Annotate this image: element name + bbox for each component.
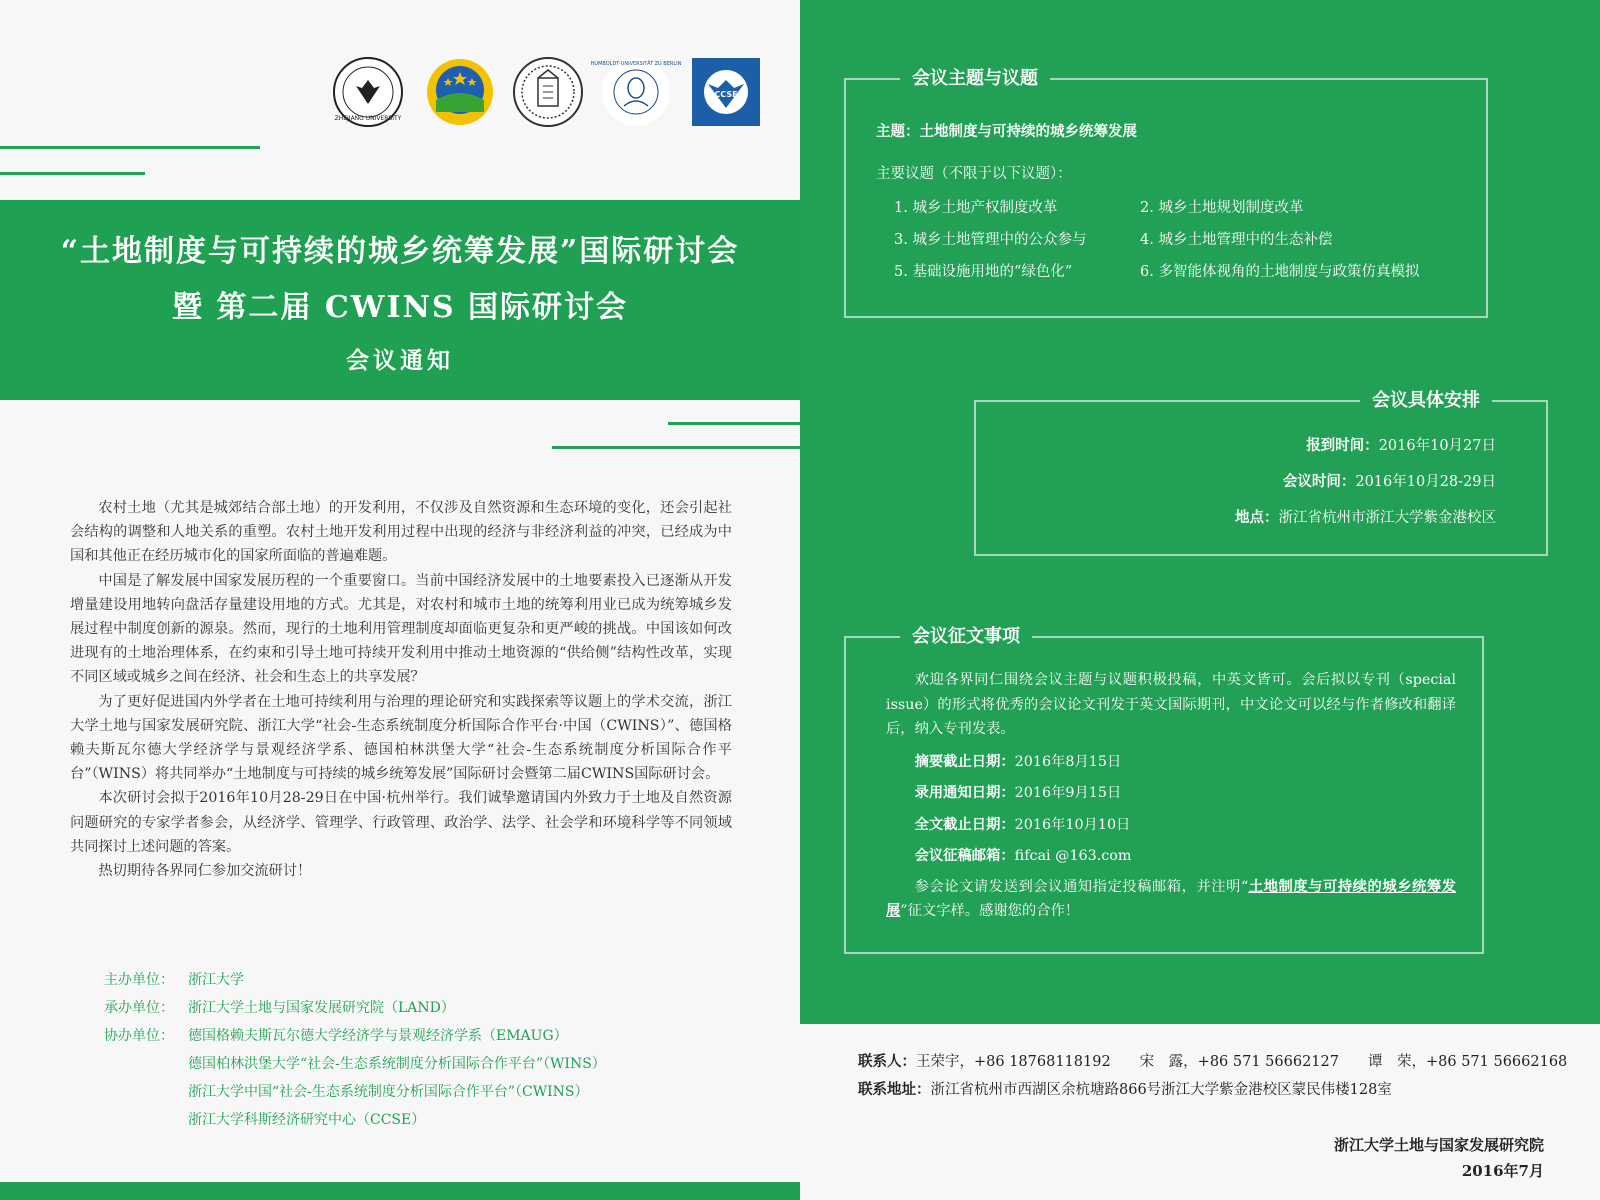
signature-org: 浙江大学土地与国家发展研究院 bbox=[1333, 1136, 1544, 1154]
theme-line bbox=[876, 120, 1137, 141]
topic-item: 1. 城乡土地产权制度改革 bbox=[894, 200, 1058, 216]
co-organizer-value: 浙江大学科斯经济研究中心（CCSE） bbox=[188, 1112, 426, 1128]
papers-note bbox=[886, 875, 1456, 924]
themes-box-title: 会议主题与议题 bbox=[900, 66, 1050, 92]
decorative-line bbox=[668, 422, 800, 425]
contact-address-row bbox=[858, 1076, 1578, 1104]
organizer-label: 承办单位： bbox=[104, 1000, 174, 1016]
decorative-line bbox=[0, 146, 260, 149]
topic-item: 6. 多智能体视角的土地制度与政策仿真模拟 bbox=[1140, 264, 1420, 280]
topic-item: 3. 城乡土地管理中的公众参与 bbox=[894, 232, 1087, 248]
schedule-box-title: 会议具体安排 bbox=[1360, 388, 1492, 414]
co-organizer-row bbox=[104, 1078, 744, 1106]
right-panel bbox=[800, 0, 1600, 1024]
topic-item: 2. 城乡土地规划制度改革 bbox=[1140, 200, 1304, 216]
schedule-box bbox=[974, 390, 1548, 556]
humboldt-university-logo bbox=[590, 56, 682, 128]
conference-subtitle: 暨 第二届 CWINS 国际研讨会 bbox=[171, 290, 629, 325]
co-organizer-row bbox=[104, 1106, 744, 1134]
intro-paragraph: 中国是了解发展中国家发展历程的一个重要窗口。当前中国经济发展中的土地要素投入已逐渐从开发增量建设用地转向盘活存量建设用地的方式。尤其是，对农村和城市土地的统筹利用业已成为统筹城乡发展过程中制度创新的源泉。然而，现行的土地利用管理制度却面临更复杂和更严峻的挑战。中国该如何改进现有的土地治理体系，在约束和引导土地可持续开发利用中推动土地资源的“供给侧”结构性改革，实现不同区域或城乡之间在经济、社会和生态上的共享发展？ bbox=[70, 572, 732, 686]
co-organizer-value: 德国格赖夫斯瓦尔德大学经济学与景观经济学系（EMAUG） bbox=[188, 1028, 568, 1044]
notice-heading: 会议通知 bbox=[346, 347, 454, 374]
co-organizer-label: 协办单位： bbox=[104, 1028, 174, 1044]
theme-value: 土地制度与可持续的城乡统筹发展 bbox=[919, 123, 1137, 140]
papers-box-title: 会议征文事项 bbox=[900, 624, 1032, 650]
contact-people: 王荣宇，+86 18768118192 宋 露，+86 571 56662127 谭 荣，+86 571 56662168 bbox=[916, 1054, 1568, 1070]
intro-paragraph: 本次研讨会拟于2016年10月28-29日在中国·杭州举行。我们诚挚邀请国内外致力于土地及自然资源问题研究的专家学者参会，从经济学、管理学、行政管理、政治学、法学、社会学和环境科学等不同领域共同探讨上述问题的答案。 bbox=[70, 790, 732, 855]
fullpaper-deadline bbox=[915, 813, 1456, 838]
venue-value: 浙江省杭州市浙江大学紫金港校区 bbox=[1278, 510, 1496, 526]
accept-value: 2016年9月15日 bbox=[1014, 785, 1122, 801]
intro-paragraph: 热切期待各界同仁参加交流研讨！ bbox=[98, 863, 312, 880]
conference-title: “土地制度与可持续的城乡统筹发展”国际研讨会 bbox=[60, 234, 740, 269]
theme-label: 主题： bbox=[876, 123, 920, 140]
zju-logo-text: ZHEJIANG UNIVERSITY bbox=[334, 115, 402, 122]
meeting-value: 2016年10月28-29日 bbox=[1355, 474, 1496, 490]
contact-info bbox=[858, 1048, 1578, 1104]
land-emblem-logo bbox=[424, 56, 496, 128]
email-label: 会议征稿邮箱： bbox=[914, 848, 1015, 864]
host-value: 浙江大学 bbox=[188, 972, 244, 988]
bottom-bar bbox=[0, 1182, 800, 1200]
ccse-logo-text: CCSE bbox=[714, 90, 738, 99]
signature bbox=[1334, 1132, 1544, 1184]
co-organizer-value: 德国柏林洪堡大学“社会-生态系统制度分析国际合作平台”（WINS） bbox=[188, 1056, 606, 1072]
papers-intro: 欢迎各界同仁围绕会议主题与议题积极投稿，中英文皆可。会后拟以专刊（special issue）的形式将优秀的会议论文刊发于英文国际期刊，中文论文可以经与作者修改和翻译后，纳入专刊发表。 bbox=[886, 672, 1456, 737]
call-for-papers-box bbox=[844, 626, 1484, 954]
submission-email bbox=[915, 844, 1456, 869]
co-organizer-row bbox=[104, 1022, 744, 1050]
contact-people-row bbox=[858, 1048, 1578, 1076]
zhejiang-university-logo bbox=[332, 56, 404, 128]
acceptance-date bbox=[915, 781, 1456, 806]
contact-label: 联系人： bbox=[858, 1053, 916, 1070]
intro-paragraph: 为了更好促进国内外学者在土地可持续利用与治理的理论研究和实践探索等议题上的学术交流，浙江大学土地与国家发展研究院、浙江大学“社会-生态系统制度分析国际合作平台·中国（CWINS）”、德国格赖夫斯瓦尔德大学经济学与景观经济学系、德国柏林洪堡大学“社会-生态系统制度分析国际合作平台”（WINS）将共同举办“土地制度与可持续的城乡统筹发展”国际研讨会暨第二届CWINS国际研讨会。 bbox=[70, 693, 732, 783]
meeting-line bbox=[1283, 470, 1496, 491]
themes-box bbox=[844, 68, 1488, 318]
topic-item: 5. 基础设施用地的“绿色化” bbox=[894, 264, 1073, 280]
full-value: 2016年10月10日 bbox=[1014, 816, 1131, 833]
co-organizer-value: 浙江大学中国“社会-生态系统制度分析国际合作平台”（CWINS） bbox=[188, 1084, 589, 1100]
intro-text bbox=[70, 496, 732, 883]
venue-line bbox=[1235, 506, 1496, 527]
note-suffix: ”征文字样。感谢您的合作！ bbox=[900, 903, 1080, 919]
humboldt-logo-text: HUMBOLDT-UNIVERSITÄT ZU BERLIN bbox=[590, 61, 682, 67]
organizer-row bbox=[104, 994, 744, 1022]
topic-item: 4. 城乡土地管理中的生态补偿 bbox=[1140, 232, 1333, 248]
host-label: 主办单位： bbox=[104, 972, 174, 988]
accept-label: 录用通知日期： bbox=[914, 785, 1015, 801]
meeting-label: 会议时间： bbox=[1282, 473, 1356, 490]
abstract-value: 2016年8月15日 bbox=[1014, 753, 1122, 770]
register-value: 2016年10月27日 bbox=[1378, 438, 1496, 454]
note-prefix: 参会论文请发送到会议通知指定投稿邮箱，并注明“ bbox=[914, 878, 1249, 895]
note-title: 土地制度与可持续的城乡统筹发展 bbox=[886, 878, 1456, 919]
title-banner bbox=[0, 200, 800, 400]
intro-paragraph: 农村土地（尤其是城郊结合部土地）的开发利用，不仅涉及自然资源和生态环境的变化，还会引起社会结构的调整和人地关系的重塑。农村土地开发利用过程中出现的经济与非经济利益的冲突，已经成为中国和其他正在经历城市化的国家所面临的普遍难题。 bbox=[70, 500, 732, 565]
decorative-line bbox=[0, 172, 145, 175]
full-label: 全文截止日期： bbox=[914, 816, 1015, 833]
papers-text bbox=[886, 668, 1456, 924]
gottingen-seal-logo bbox=[512, 56, 584, 128]
organizers-list bbox=[104, 966, 744, 1134]
decorative-line bbox=[552, 446, 800, 449]
address-label: 联系地址： bbox=[858, 1081, 931, 1098]
register-line bbox=[1306, 434, 1496, 455]
venue-label: 地点： bbox=[1235, 509, 1279, 526]
co-organizer-row bbox=[104, 1050, 744, 1078]
ccse-logo bbox=[690, 56, 762, 128]
register-label: 报到时间： bbox=[1306, 437, 1379, 454]
topics-label: 主要议题（不限于以下议题）： bbox=[876, 166, 1072, 182]
abstract-label: 摘要截止日期： bbox=[914, 753, 1015, 770]
host-row bbox=[104, 966, 744, 994]
address-value: 浙江省杭州市西湖区余杭塘路866号浙江大学紫金港校区蒙民伟楼128室 bbox=[930, 1082, 1392, 1098]
organizer-value: 浙江大学土地与国家发展研究院（LAND） bbox=[188, 1000, 455, 1016]
signature-date: 2016年7月 bbox=[1461, 1162, 1544, 1180]
email-value[interactable]: fifcai @163.com bbox=[1014, 848, 1132, 864]
abstract-deadline bbox=[915, 750, 1456, 775]
